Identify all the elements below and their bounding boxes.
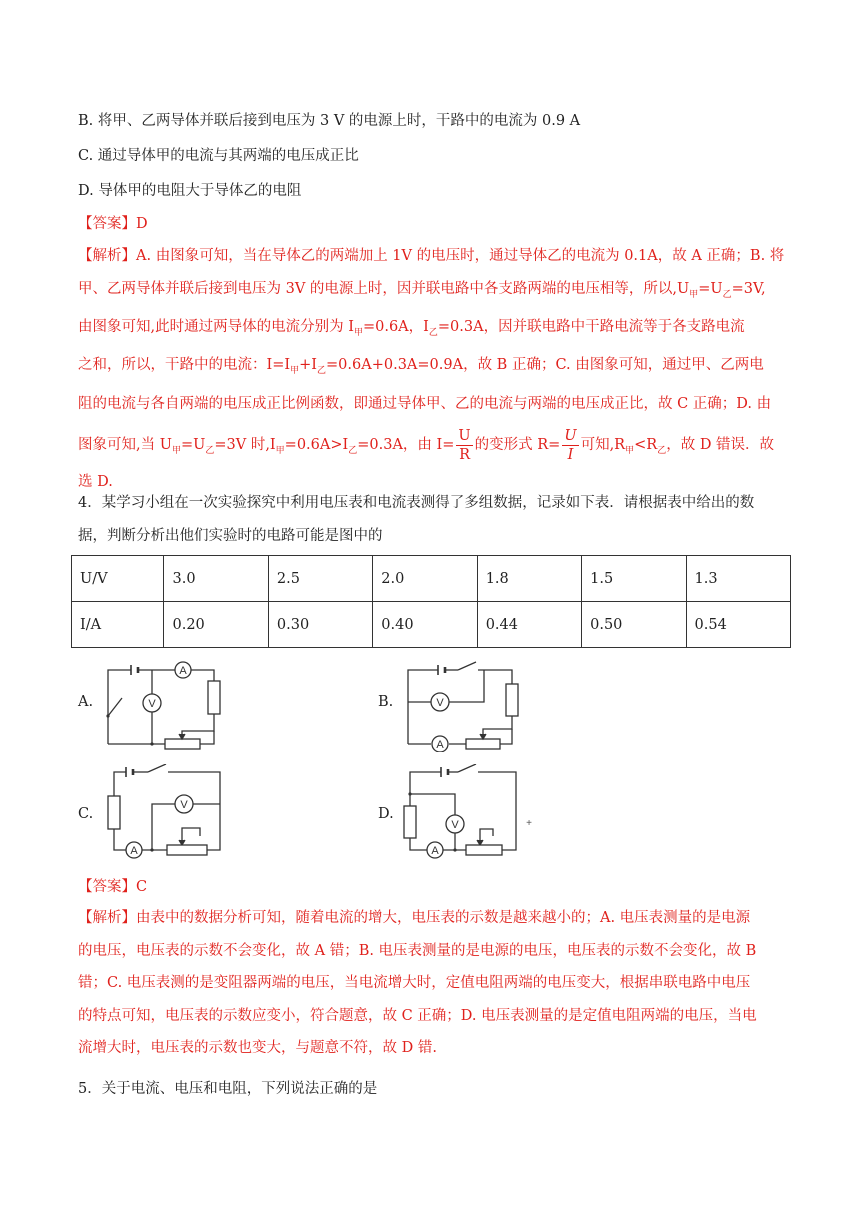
voltmeter-icon: V bbox=[148, 698, 156, 710]
table-cell: U/V bbox=[72, 556, 164, 602]
q3-analysis: 【解析】A. 由图象可知，当在导体乙的两端加上 1V 的电压时，通过导体乙的电流为 0.1A，故 A 正确；B. 将 甲、乙两导体并联后接到电压为 3V 的电源上时，因并联电路中各支路两端的电压相等，所以$,U_甲=U_乙=3V$, 由图象可知,此时通过两导体的电流分别为 $I_甲=0.6A$，$I_乙=0.3A$，因并联电路中干路电流等于各支路电流 之和，所以，干路中的电流：$I=I_甲+I_乙=0.6A+0.3A=0.9A$，故 B 正确；C. 由图象可知，通过甲、乙两电 阻的电流与各自两端的电压成正比例函数，即通过导体甲、乙的电流与两端的电压成正比，故 C 正确；D. 由 图象可知,当 $U_甲=U_乙=3V$ 时$,I_甲=0.6A>I_乙=0.3A$，由 I= $\frac{U}{R}$ 的变形式 R= $\frac{U}{I}$ 可知$,R_甲<R_乙$，故 D 错误．故 选 D. bbox=[78, 248, 785, 491]
option-d-label: D. bbox=[378, 806, 394, 822]
table-cell: 1.5 bbox=[582, 556, 686, 602]
q4-stem-line2: 据，判断分析出他们实验时的电路可能是图中的 bbox=[78, 528, 383, 544]
ammeter-icon: A bbox=[436, 739, 444, 751]
option-b-label: B. bbox=[378, 694, 394, 710]
analysis-tag: 【解析】 bbox=[78, 248, 136, 264]
q3-answer: 【答案】D bbox=[78, 216, 148, 232]
q4-analysis: 【解析】由表中的数据分析可知，随着电流的增大，电压表的示数是越来越小的；A. 电压表测量的是电源 的电压，电压表的示数不会变化，故 A 错；B. 电压表测量的是电源的电压，电压表的示数不会变化，故 B 错；C. 电压表测的是变阻器两端的电压，当电流增大时，定值电阻两端的电压变大，根据串联电路中电压 的特点可知，电压表的示数应变小，符合题意，故 C 正确；D. 电压表测量的是定值电阻两端的电压，当电 流增大时，电压表的示数也变大，与题意不符，故 D 错. bbox=[78, 910, 757, 1056]
table-cell: 3.0 bbox=[164, 556, 268, 602]
voltmeter-icon: V bbox=[436, 697, 444, 709]
circuit-diagram-b bbox=[400, 656, 530, 752]
table-row-current bbox=[72, 602, 791, 648]
table-cell: 0.40 bbox=[373, 602, 477, 648]
table-cell: 2.5 bbox=[268, 556, 372, 602]
table-cell: 0.54 bbox=[686, 602, 790, 648]
option-c-label: C. bbox=[78, 806, 94, 822]
table-cell: 2.0 bbox=[373, 556, 477, 602]
stray-mark: + bbox=[526, 818, 532, 829]
circuit-diagram-c bbox=[100, 764, 230, 860]
q3-option-c: C. 通过导体甲的电流与其两端的电压成正比 bbox=[78, 148, 359, 164]
table-cell: 1.8 bbox=[477, 556, 581, 602]
q5-stem: 5．关于电流、电压和电阻，下列说法正确的是 bbox=[78, 1081, 378, 1097]
voltmeter-icon: V bbox=[180, 799, 188, 811]
table-cell: 1.3 bbox=[686, 556, 790, 602]
option-a-label: A. bbox=[78, 694, 94, 710]
table-cell: 0.44 bbox=[477, 602, 581, 648]
table-cell: 0.50 bbox=[582, 602, 686, 648]
q3-option-d: D. 导体甲的电阻大于导体乙的电阻 bbox=[78, 183, 302, 199]
circuit-diagram-d bbox=[400, 764, 540, 860]
fraction-u-over-i: $\frac{U}{I}$ bbox=[564, 427, 577, 463]
fraction-u-over-r: $\frac{U}{R}$ bbox=[458, 427, 471, 463]
table-cell: I/A bbox=[72, 602, 164, 648]
ammeter-icon: A bbox=[130, 845, 138, 857]
voltmeter-icon: V bbox=[451, 819, 459, 831]
ammeter-icon: A bbox=[431, 845, 439, 857]
q4-stem-line1: 4．某学习小组在一次实验探究中利用电压表和电流表测得了多组数据，记录如下表．请根据表中给出的数 bbox=[78, 495, 755, 511]
q4-answer: 【答案】C bbox=[78, 879, 148, 895]
circuit-diagram-a bbox=[100, 656, 230, 752]
ammeter-icon: A bbox=[179, 665, 187, 677]
q3-option-b: B. 将甲、乙两导体并联后接到电压为 3 V 的电源上时，干路中的电流为 0.9 A bbox=[78, 113, 581, 129]
table-row-voltage bbox=[72, 556, 791, 602]
analysis-tag: 【解析】 bbox=[78, 910, 136, 926]
table-cell: 0.30 bbox=[268, 602, 372, 648]
table-cell: 0.20 bbox=[164, 602, 268, 648]
data-table bbox=[71, 555, 791, 648]
